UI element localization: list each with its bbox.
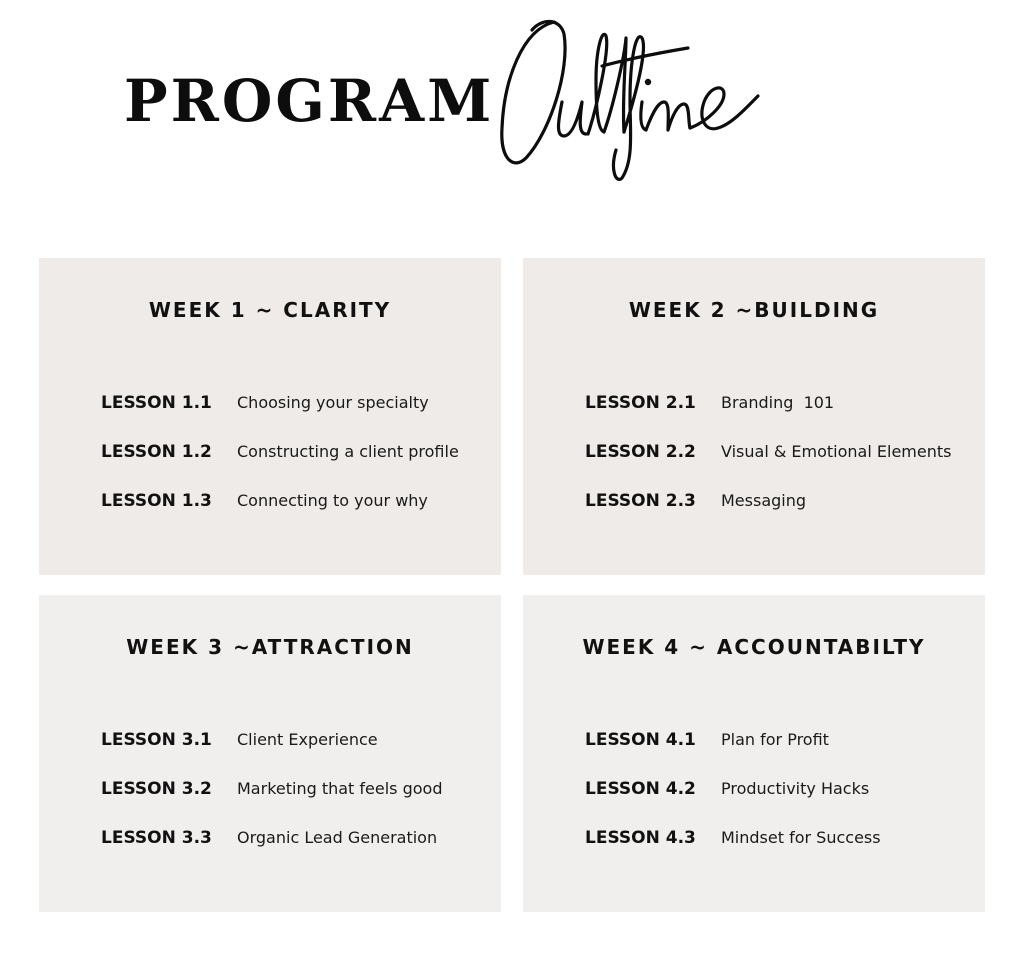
lesson-list: [585, 715, 881, 862]
lesson-code: LESSON 2.3: [585, 490, 696, 511]
week-title: WEEK 4 ~ ACCOUNTABILTY: [582, 635, 926, 659]
lesson-name: Plan for Profit: [721, 730, 829, 749]
lesson-name: Mindset for Success: [721, 828, 881, 847]
lesson-name: Messaging: [721, 491, 807, 510]
lesson-row: [101, 813, 442, 862]
lesson-name: Marketing that feels good: [237, 779, 443, 798]
lesson-code: LESSON 3.3: [101, 827, 212, 848]
week-card-4: [523, 595, 985, 912]
lesson-name: Client Experience: [237, 730, 378, 749]
lesson-row: [585, 764, 881, 813]
week-title: WEEK 3 ~ATTRACTION: [126, 635, 414, 659]
lesson-list: [101, 378, 459, 525]
lesson-row: [101, 715, 442, 764]
lesson-name: Branding 101: [721, 393, 835, 412]
week-card-1: [39, 258, 501, 575]
lesson-name: Organic Lead Generation: [237, 828, 438, 847]
lesson-code: LESSON 1.3: [101, 490, 212, 511]
lesson-code: LESSON 2.1: [585, 392, 696, 413]
lesson-code: LESSON 4.3: [585, 827, 696, 848]
lesson-name: Choosing your specialty: [237, 393, 429, 412]
lesson-code: LESSON 1.1: [101, 392, 212, 413]
lesson-row: [101, 427, 459, 476]
week-card-2: [523, 258, 985, 575]
lesson-row: [101, 476, 459, 525]
lesson-list: [101, 715, 442, 862]
lesson-name: Connecting to your why: [237, 491, 428, 510]
page-title: [0, 0, 1024, 200]
lesson-row: [585, 378, 951, 427]
lesson-row: [585, 476, 951, 525]
lesson-code: LESSON 4.1: [585, 729, 696, 750]
lesson-code: LESSON 2.2: [585, 441, 696, 462]
lesson-row: [101, 764, 442, 813]
lesson-list: [585, 378, 951, 525]
week-title: WEEK 2 ~BUILDING: [628, 298, 880, 322]
lesson-name: Visual & Emotional Elements: [721, 442, 952, 461]
lesson-row: [585, 427, 951, 476]
lesson-code: LESSON 3.2: [101, 778, 212, 799]
lesson-row: [101, 378, 459, 427]
title-outline-script: [492, 10, 772, 185]
week-title: WEEK 1 ~ CLARITY: [148, 298, 392, 322]
week-card-3: [39, 595, 501, 912]
lesson-row: [585, 715, 881, 764]
lesson-name: Productivity Hacks: [721, 779, 870, 798]
lesson-code: LESSON 4.2: [585, 778, 696, 799]
title-program: PROGRAM: [124, 67, 495, 135]
lesson-code: LESSON 1.2: [101, 441, 212, 462]
lesson-code: LESSON 3.1: [101, 729, 212, 750]
lesson-row: [585, 813, 881, 862]
lesson-name: Constructing a client profile: [237, 442, 459, 461]
